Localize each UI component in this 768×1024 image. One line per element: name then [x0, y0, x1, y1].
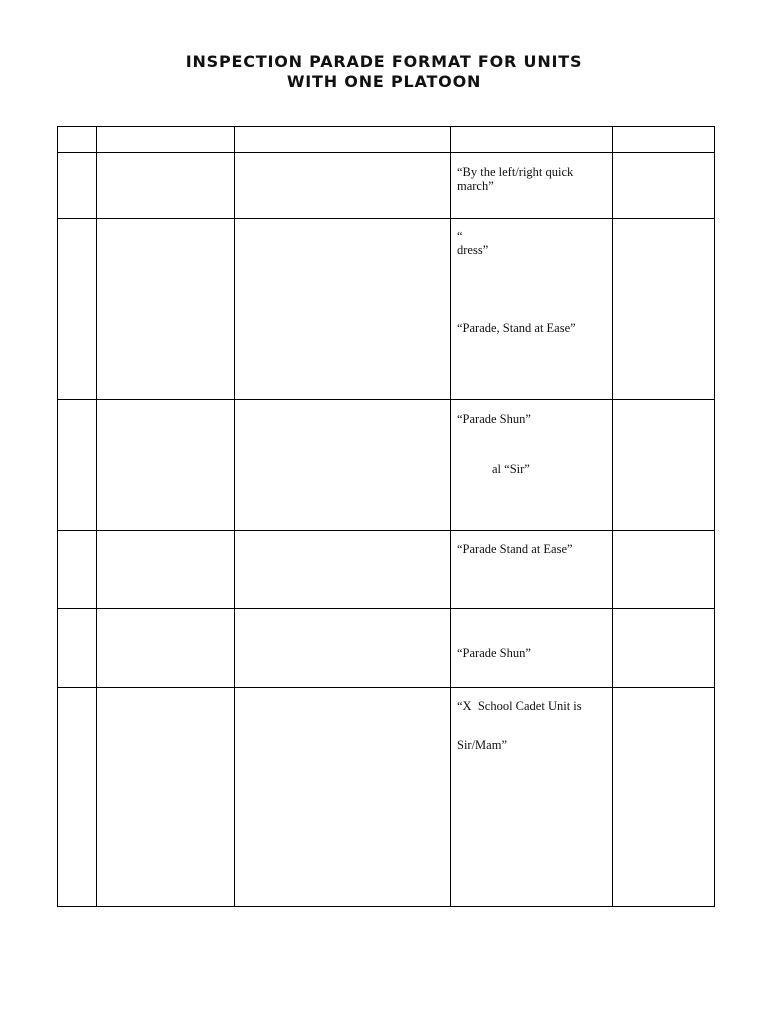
table-cell — [97, 400, 235, 531]
command-text: “Parade, Stand at Ease” — [457, 321, 576, 335]
command-text: “By the left/right quick march” — [457, 165, 574, 193]
table-cell — [235, 127, 451, 153]
command-cell — [451, 688, 613, 907]
command-cell — [451, 531, 613, 609]
table-cell — [58, 127, 97, 153]
table-row — [58, 688, 715, 907]
table-cell — [613, 219, 715, 400]
table-cell — [613, 127, 715, 153]
document-title-line-1: INSPECTION PARADE FORMAT FOR UNITS — [185, 52, 583, 71]
table-cell — [58, 400, 97, 531]
table-cell — [613, 609, 715, 688]
table-cell — [235, 609, 451, 688]
document-title-line-2: WITH ONE PLATOON — [286, 72, 482, 91]
table-cell — [58, 609, 97, 688]
table-cell — [235, 400, 451, 531]
command-text: “Parade Shun” — [457, 412, 531, 426]
command-text: Sir/Mam” — [457, 738, 507, 752]
table-cell — [613, 688, 715, 907]
table-cell — [235, 688, 451, 907]
inspection-parade-table — [57, 126, 715, 907]
table-cell — [451, 127, 613, 153]
table-row — [58, 219, 715, 400]
command-text: “Parade Shun” — [457, 646, 531, 660]
command-text: “Parade Stand at Ease” — [457, 542, 573, 556]
table-cell — [58, 531, 97, 609]
table-cell — [58, 153, 97, 219]
table-row — [58, 609, 715, 688]
table-cell — [58, 219, 97, 400]
table-row — [58, 153, 715, 219]
table-cell — [97, 609, 235, 688]
command-text: “ dress” — [457, 229, 489, 257]
table-cell — [58, 688, 97, 907]
command-cell — [451, 219, 613, 400]
table-cell — [97, 688, 235, 907]
table-cell — [97, 127, 235, 153]
command-cell — [451, 609, 613, 688]
table-header-row — [58, 127, 715, 153]
table-cell — [97, 531, 235, 609]
table-cell — [613, 153, 715, 219]
command-cell — [451, 400, 613, 531]
table-cell — [97, 219, 235, 400]
table-cell — [613, 400, 715, 531]
table-cell — [235, 153, 451, 219]
table-cell — [235, 219, 451, 400]
command-cell — [451, 153, 613, 219]
table-cell — [613, 531, 715, 609]
table-cell — [235, 531, 451, 609]
command-text: al “Sir” — [492, 462, 530, 476]
table-cell — [97, 153, 235, 219]
table-row — [58, 400, 715, 531]
table-row — [58, 531, 715, 609]
command-text: “X School Cadet Unit is — [457, 699, 582, 713]
